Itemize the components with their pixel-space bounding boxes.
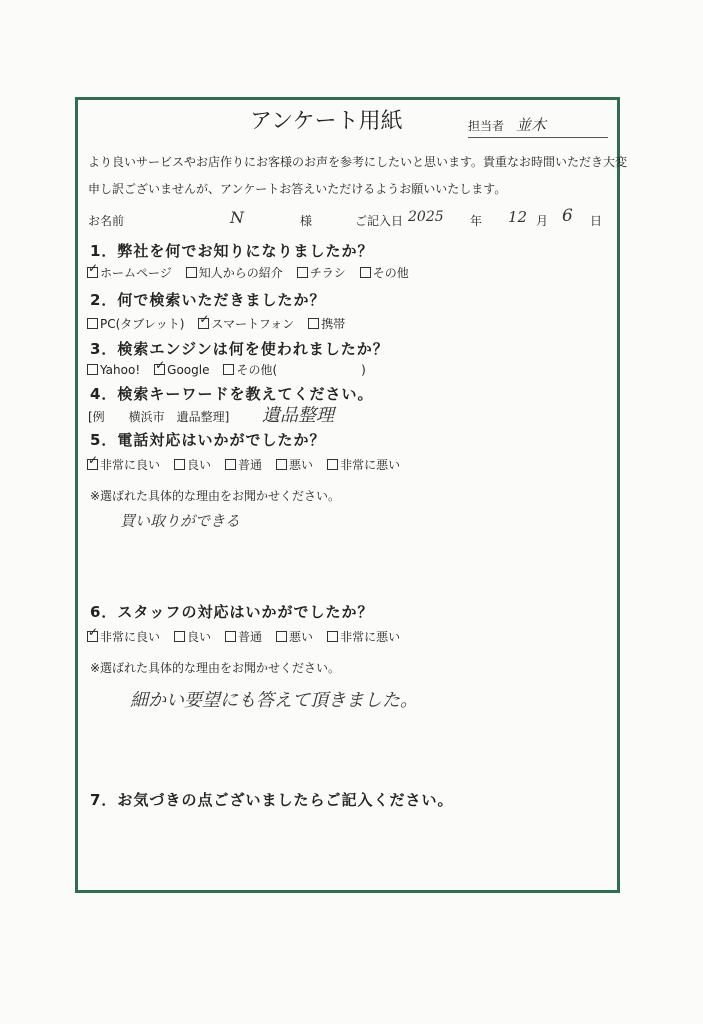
option-label: Yahoo! <box>100 362 141 377</box>
option-q5-1[interactable] <box>174 456 211 473</box>
option-label: Google <box>167 362 210 377</box>
option-q5-3[interactable] <box>276 456 313 473</box>
option-q3-1[interactable] <box>154 361 209 378</box>
option-label: チラシ <box>309 266 346 280</box>
option-q6-3[interactable] <box>276 628 313 645</box>
staff-value: 並木 <box>516 116 547 134</box>
checkbox[interactable] <box>225 631 236 642</box>
question-7: 7．お気づきの点ございましたらご記入ください。 <box>90 791 454 809</box>
option-label: 普通 <box>238 630 263 644</box>
honorific: 様 <box>300 214 313 228</box>
question-4: 4．検索キーワードを教えてください。 <box>90 385 374 403</box>
option-label: 悪い <box>289 630 314 644</box>
option-q3-2[interactable] <box>223 361 365 378</box>
option-q3-0[interactable] <box>87 361 140 378</box>
form-title: アンケート用紙 <box>250 109 403 134</box>
question-2: 2．何で検索いただきましたか？ <box>90 291 326 309</box>
option-q1-2[interactable] <box>297 264 346 281</box>
option-q5-4[interactable] <box>327 456 400 473</box>
option-q6-4[interactable] <box>327 628 400 645</box>
checkbox[interactable] <box>174 459 185 470</box>
checkbox[interactable] <box>223 364 234 375</box>
option-q2-1[interactable] <box>198 315 294 332</box>
checked-checkbox[interactable] <box>198 318 209 329</box>
q5-note: ※選ばれた具体的な理由をお聞かせください。 <box>90 489 341 503</box>
option-label: その他( ) <box>236 363 366 377</box>
day-value: 6 <box>562 206 573 226</box>
checked-checkbox[interactable] <box>87 267 98 278</box>
option-q6-2[interactable] <box>225 628 262 645</box>
checked-checkbox[interactable] <box>87 631 98 642</box>
staff-label: 担当者 <box>468 119 505 133</box>
checkbox[interactable] <box>276 631 287 642</box>
option-q2-2[interactable] <box>308 315 345 332</box>
checked-checkbox[interactable] <box>154 364 165 375</box>
checkbox[interactable] <box>186 267 197 278</box>
option-label: PC(タブレット) <box>100 317 185 331</box>
checkbox[interactable] <box>174 631 185 642</box>
option-label: 知人からの紹介 <box>198 266 283 280</box>
option-q1-3[interactable] <box>360 264 409 281</box>
checkbox[interactable] <box>360 267 371 278</box>
checked-checkbox[interactable] <box>87 459 98 470</box>
name-label: お名前 <box>88 214 125 228</box>
option-q6-0[interactable] <box>87 628 160 645</box>
staff-field <box>468 114 608 138</box>
option-q5-2[interactable] <box>225 456 262 473</box>
option-label: 良い <box>187 458 212 472</box>
year-value: 2025 <box>408 209 444 225</box>
question-3: 3．検索エンジンは何を使われましたか？ <box>90 340 389 358</box>
q2-options <box>87 315 345 332</box>
q3-options <box>87 361 366 378</box>
option-label: 非常に良い <box>100 630 161 644</box>
checkbox[interactable] <box>87 364 98 375</box>
checkbox[interactable] <box>327 631 338 642</box>
q1-options <box>87 264 409 281</box>
option-label: 悪い <box>289 458 314 472</box>
checkbox[interactable] <box>327 459 338 470</box>
question-6: 6．スタッフの対応はいかがでしたか？ <box>90 603 374 621</box>
checkbox[interactable] <box>308 318 319 329</box>
q6-options <box>87 628 400 645</box>
month-unit: 月 <box>536 214 549 228</box>
date-label: ご記入日 <box>355 214 404 228</box>
option-label: 非常に良い <box>100 458 161 472</box>
option-q6-1[interactable] <box>174 628 211 645</box>
checkbox[interactable] <box>297 267 308 278</box>
question-1: 1．弊社を何でお知りになりましたか？ <box>90 242 374 260</box>
option-label: その他 <box>372 266 409 280</box>
q5-answer: 買い取りができる <box>120 512 241 530</box>
option-q2-0[interactable] <box>87 315 184 332</box>
q6-note: ※選ばれた具体的な理由をお聞かせください。 <box>90 661 341 675</box>
option-label: スマートフォン <box>211 317 295 331</box>
option-q1-1[interactable] <box>186 264 283 281</box>
checkbox[interactable] <box>276 459 287 470</box>
option-label: 良い <box>187 630 212 644</box>
month-value: 12 <box>508 208 528 226</box>
option-label: 普通 <box>238 458 263 472</box>
checkbox[interactable] <box>87 318 98 329</box>
q5-options <box>87 456 400 473</box>
q4-answer: 遺品整理 <box>262 405 334 426</box>
option-label: 非常に悪い <box>340 458 401 472</box>
option-label: ホームページ <box>100 266 172 280</box>
intro-line-1: より良いサービスやお店作りにお客様のお声を参考にしたいと思います。貴重なお時間いただき大変 <box>88 155 628 169</box>
name-value: N <box>230 208 244 227</box>
option-q5-0[interactable] <box>87 456 160 473</box>
q6-answer: 細かい要望にも答えて頂きました。 <box>130 690 418 711</box>
day-unit: 日 <box>590 214 603 228</box>
option-label: 非常に悪い <box>340 630 401 644</box>
checkbox[interactable] <box>225 459 236 470</box>
option-q1-0[interactable] <box>87 264 172 281</box>
option-label: 携帯 <box>321 317 346 331</box>
intro-line-2: 申し訳ございませんが、アンケートお答えいただけるようお願いいたします。 <box>88 182 507 196</box>
q4-example: [例 横浜市 遺品整理] <box>88 410 230 424</box>
question-5: 5．電話対応はいかがでしたか？ <box>90 431 326 449</box>
year-unit: 年 <box>470 214 483 228</box>
